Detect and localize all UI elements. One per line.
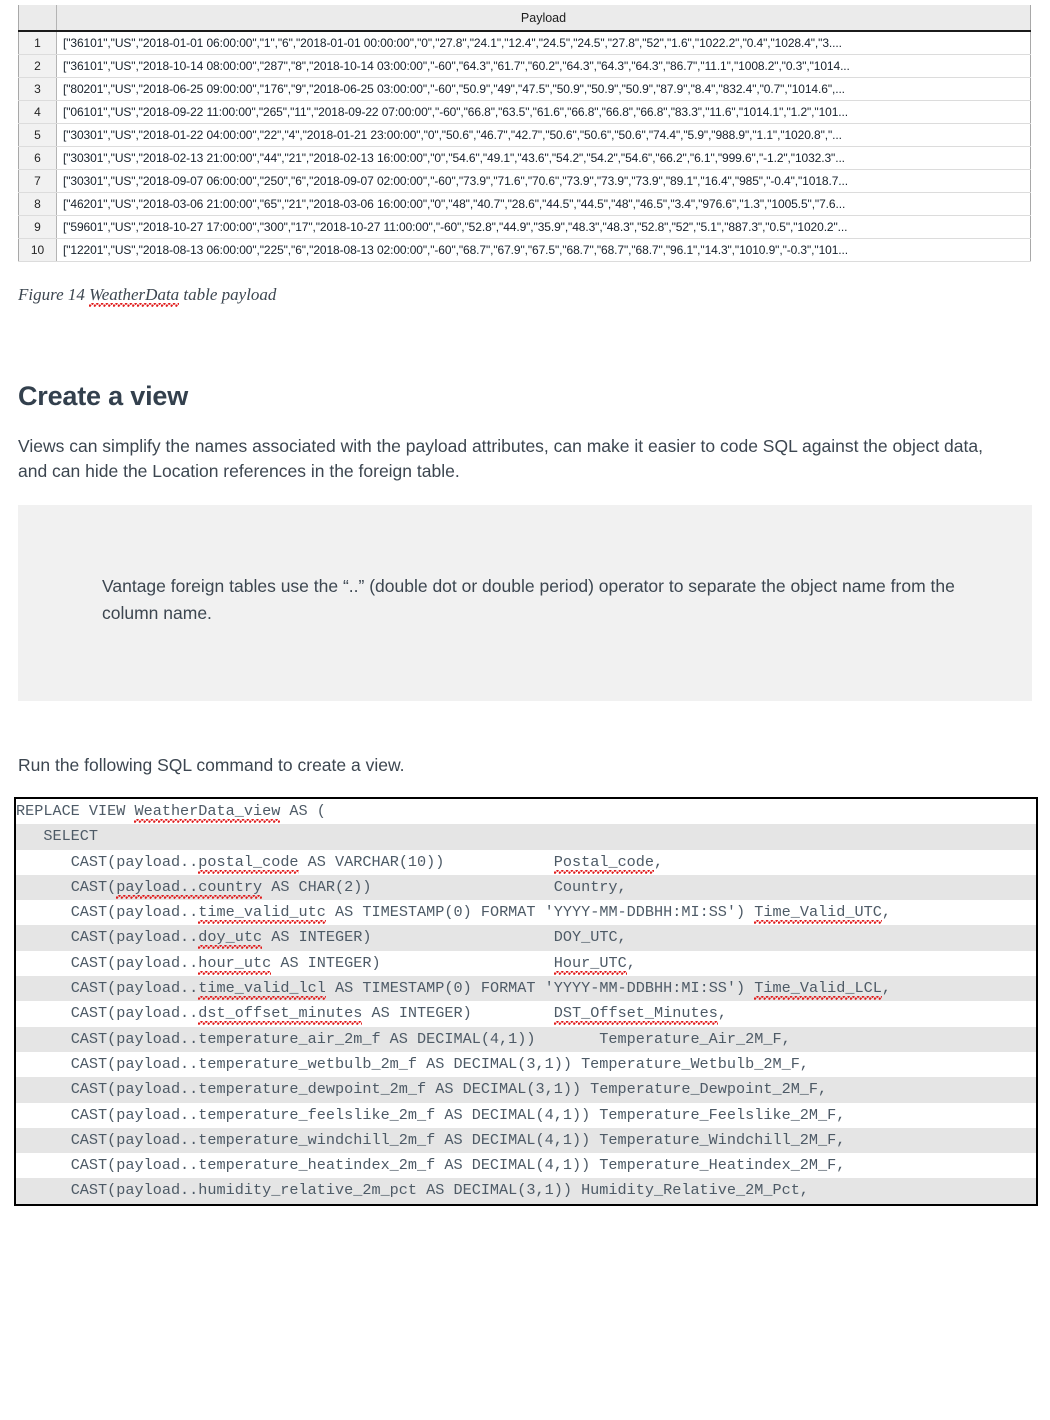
sql-code-block[interactable] (14, 797, 1038, 1206)
row-number-cell[interactable]: 10 (19, 239, 57, 262)
result-table (18, 5, 1031, 262)
code-line: CAST(payload..time_valid_lcl AS TIMESTAMP(0) FORMAT 'YYYY-MM-DDBHH:MI:SS') Time_Valid_LCL, (16, 976, 1036, 1001)
payload-cell[interactable]: ["36101","US","2018-10-14 08:00:00","287","8","2018-10-14 03:00:00","-60","64.3","61.7","60.2","64.3","64.3","64.3","86.7","11.1","1008.2","0.3","1014... (57, 55, 1031, 78)
payload-cell[interactable]: ["46201","US","2018-03-06 21:00:00","65","21","2018-03-06 16:00:00","0","48","40.7","28.6","44.5","44.5","48","46.5","3.4","976.6","1.3","1005.5","7.6... (57, 193, 1031, 216)
misspelled-token: hour_utc (198, 954, 271, 975)
row-number-cell[interactable]: 4 (19, 101, 57, 124)
code-line: CAST(payload..country AS CHAR(2)) Country, (16, 875, 1036, 900)
misspelled-token: DST_Offset_Minutes (554, 1004, 718, 1025)
table-row[interactable] (19, 101, 1031, 124)
payload-cell[interactable]: ["30301","US","2018-09-07 06:00:00","250","6","2018-09-07 02:00:00","-60","73.9","71.6","70.6","73.9","73.9","73.9","89.1","16.4","985","-0.4","1018.7... (57, 170, 1031, 193)
payload-cell[interactable]: ["80201","US","2018-06-25 09:00:00","176","9","2018-06-25 03:00:00","-60","50.9","49","47.5","50.9","50.9","50.9","87.9","8.4","832.4","0.7","1014.6",... (57, 78, 1031, 101)
misspelled-token: Time_Valid_UTC (754, 903, 882, 924)
header-row (19, 5, 1031, 31)
code-line: REPLACE VIEW WeatherData_view AS ( (16, 799, 1036, 824)
code-line: CAST(payload..temperature_wetbulb_2m_f AS DECIMAL(3,1)) Temperature_Wetbulb_2M_F, (16, 1052, 1036, 1077)
payload-cell[interactable]: ["12201","US","2018-08-13 06:00:00","225","6","2018-08-13 02:00:00","-60","68.7","67.9","67.5","68.7","68.7","68.7","96.1","14.3","1010.9","-0.3","101... (57, 239, 1031, 262)
table-row[interactable] (19, 147, 1031, 170)
table-row[interactable] (19, 170, 1031, 193)
page-title: Create a view (18, 381, 188, 411)
figure-caption (18, 285, 276, 305)
code-line: CAST(payload..temperature_dewpoint_2m_f AS DECIMAL(3,1)) Temperature_Dewpoint_2M_F, (16, 1077, 1036, 1102)
intro-paragraph: Views can simplify the names associated with the payload attributes, can make it easier to code SQL against the object data, and can hide the Location references in the foreign table. (18, 436, 983, 481)
misspelled-token: time_valid_utc (198, 903, 326, 924)
code-line: CAST(payload..postal_code AS VARCHAR(10)) Postal_code, (16, 850, 1036, 875)
code-line: CAST(payload..dst_offset_minutes AS INTEGER) DST_Offset_Minutes, (16, 1001, 1036, 1026)
misspelled-token: Postal_code (554, 853, 654, 874)
row-number-cell[interactable]: 5 (19, 124, 57, 147)
misspelled-token: doy_utc (198, 928, 262, 949)
payload-cell[interactable]: ["30301","US","2018-02-13 21:00:00","44","21","2018-02-13 16:00:00","0","54.6","49.1","43.6","54.2","54.2","54.6","66.2","6.1","999.6","-1.2","1032.3"... (57, 147, 1031, 170)
table-row[interactable] (19, 124, 1031, 147)
row-number-cell[interactable]: 3 (19, 78, 57, 101)
caption-misspelled-word: WeatherData (89, 285, 179, 307)
payload-cell[interactable]: ["36101","US","2018-01-01 06:00:00","1","6","2018-01-01 00:00:00","0","27.8","24.1","12.4","24.5","24.5","27.8","52","1.6","1022.2","0.4","1028.4","3.... (57, 31, 1031, 55)
row-number-cell[interactable]: 7 (19, 170, 57, 193)
code-line: SELECT (16, 824, 1036, 849)
code-line: CAST(payload..temperature_heatindex_2m_f AS DECIMAL(4,1)) Temperature_Heatindex_2M_F, (16, 1153, 1036, 1178)
payload-result-grid[interactable] (18, 5, 1031, 262)
misspelled-token: Hour_UTC (554, 954, 627, 975)
code-line: CAST(payload..temperature_feelslike_2m_f AS DECIMAL(4,1)) Temperature_Feelslike_2M_F, (16, 1103, 1036, 1128)
table-body (19, 31, 1031, 262)
row-number-header[interactable] (19, 5, 57, 31)
table-header (19, 5, 1031, 31)
caption-suffix: table payload (179, 285, 277, 304)
row-number-cell[interactable]: 2 (19, 55, 57, 78)
code-line: CAST(payload..doy_utc AS INTEGER) DOY_UTC, (16, 925, 1036, 950)
row-number-cell[interactable]: 1 (19, 31, 57, 55)
code-line: CAST(payload..hour_utc AS INTEGER) Hour_UTC, (16, 951, 1036, 976)
table-row[interactable] (19, 78, 1031, 101)
misspelled-token: dst_offset_minutes (198, 1004, 362, 1025)
row-number-cell[interactable]: 6 (19, 147, 57, 170)
note-callout-box (18, 505, 1032, 701)
code-line: CAST(payload..time_valid_utc AS TIMESTAMP(0) FORMAT 'YYYY-MM-DDBHH:MI:SS') Time_Valid_UTC, (16, 900, 1036, 925)
table-row[interactable] (19, 239, 1031, 262)
table-row[interactable] (19, 216, 1031, 239)
table-row[interactable] (19, 31, 1031, 55)
payload-cell[interactable]: ["30301","US","2018-01-22 04:00:00","22","4","2018-01-21 23:00:00","0","50.6","46.7","42.7","50.6","50.6","50.6","74.4","5.9","988.9","1.1","1020.8","... (57, 124, 1031, 147)
payload-cell[interactable]: ["59601","US","2018-10-27 17:00:00","300","17","2018-10-27 11:00:00","-60","52.8","44.9","35.9","48.3","48.3","52.8","52","5.1","887.3","0.5","1020.2"... (57, 216, 1031, 239)
row-number-cell[interactable]: 8 (19, 193, 57, 216)
misspelled-token: postal_code (198, 853, 298, 874)
note-callout-text: Vantage foreign tables use the “..” (double dot or double period) operator to separate the object name from the column name. (102, 576, 955, 623)
column-header-payload[interactable]: Payload (57, 5, 1031, 31)
run-instruction-paragraph: Run the following SQL command to create a view. (18, 755, 405, 775)
misspelled-token: time_valid_lcl (198, 979, 326, 1000)
table-row[interactable] (19, 193, 1031, 216)
row-number-cell[interactable]: 9 (19, 216, 57, 239)
code-line: CAST(payload..temperature_air_2m_f AS DECIMAL(4,1)) Temperature_Air_2M_F, (16, 1027, 1036, 1052)
payload-cell[interactable]: ["06101","US","2018-09-22 11:00:00","265","11","2018-09-22 07:00:00","-60","66.8","63.5","61.6","66.8","66.8","66.8","83.3","11.6","1014.1","1.2","101... (57, 101, 1031, 124)
code-line: CAST(payload..temperature_windchill_2m_f AS DECIMAL(4,1)) Temperature_Windchill_2M_F, (16, 1128, 1036, 1153)
caption-prefix: Figure 14 (18, 285, 90, 304)
misspelled-token: payload..country (116, 878, 262, 899)
misspelled-token: Time_Valid_LCL (754, 979, 882, 1000)
misspelled-token: WeatherData_view (134, 802, 280, 823)
table-row[interactable] (19, 55, 1031, 78)
code-line: CAST(payload..humidity_relative_2m_pct AS DECIMAL(3,1)) Humidity_Relative_2M_Pct, (16, 1178, 1036, 1203)
